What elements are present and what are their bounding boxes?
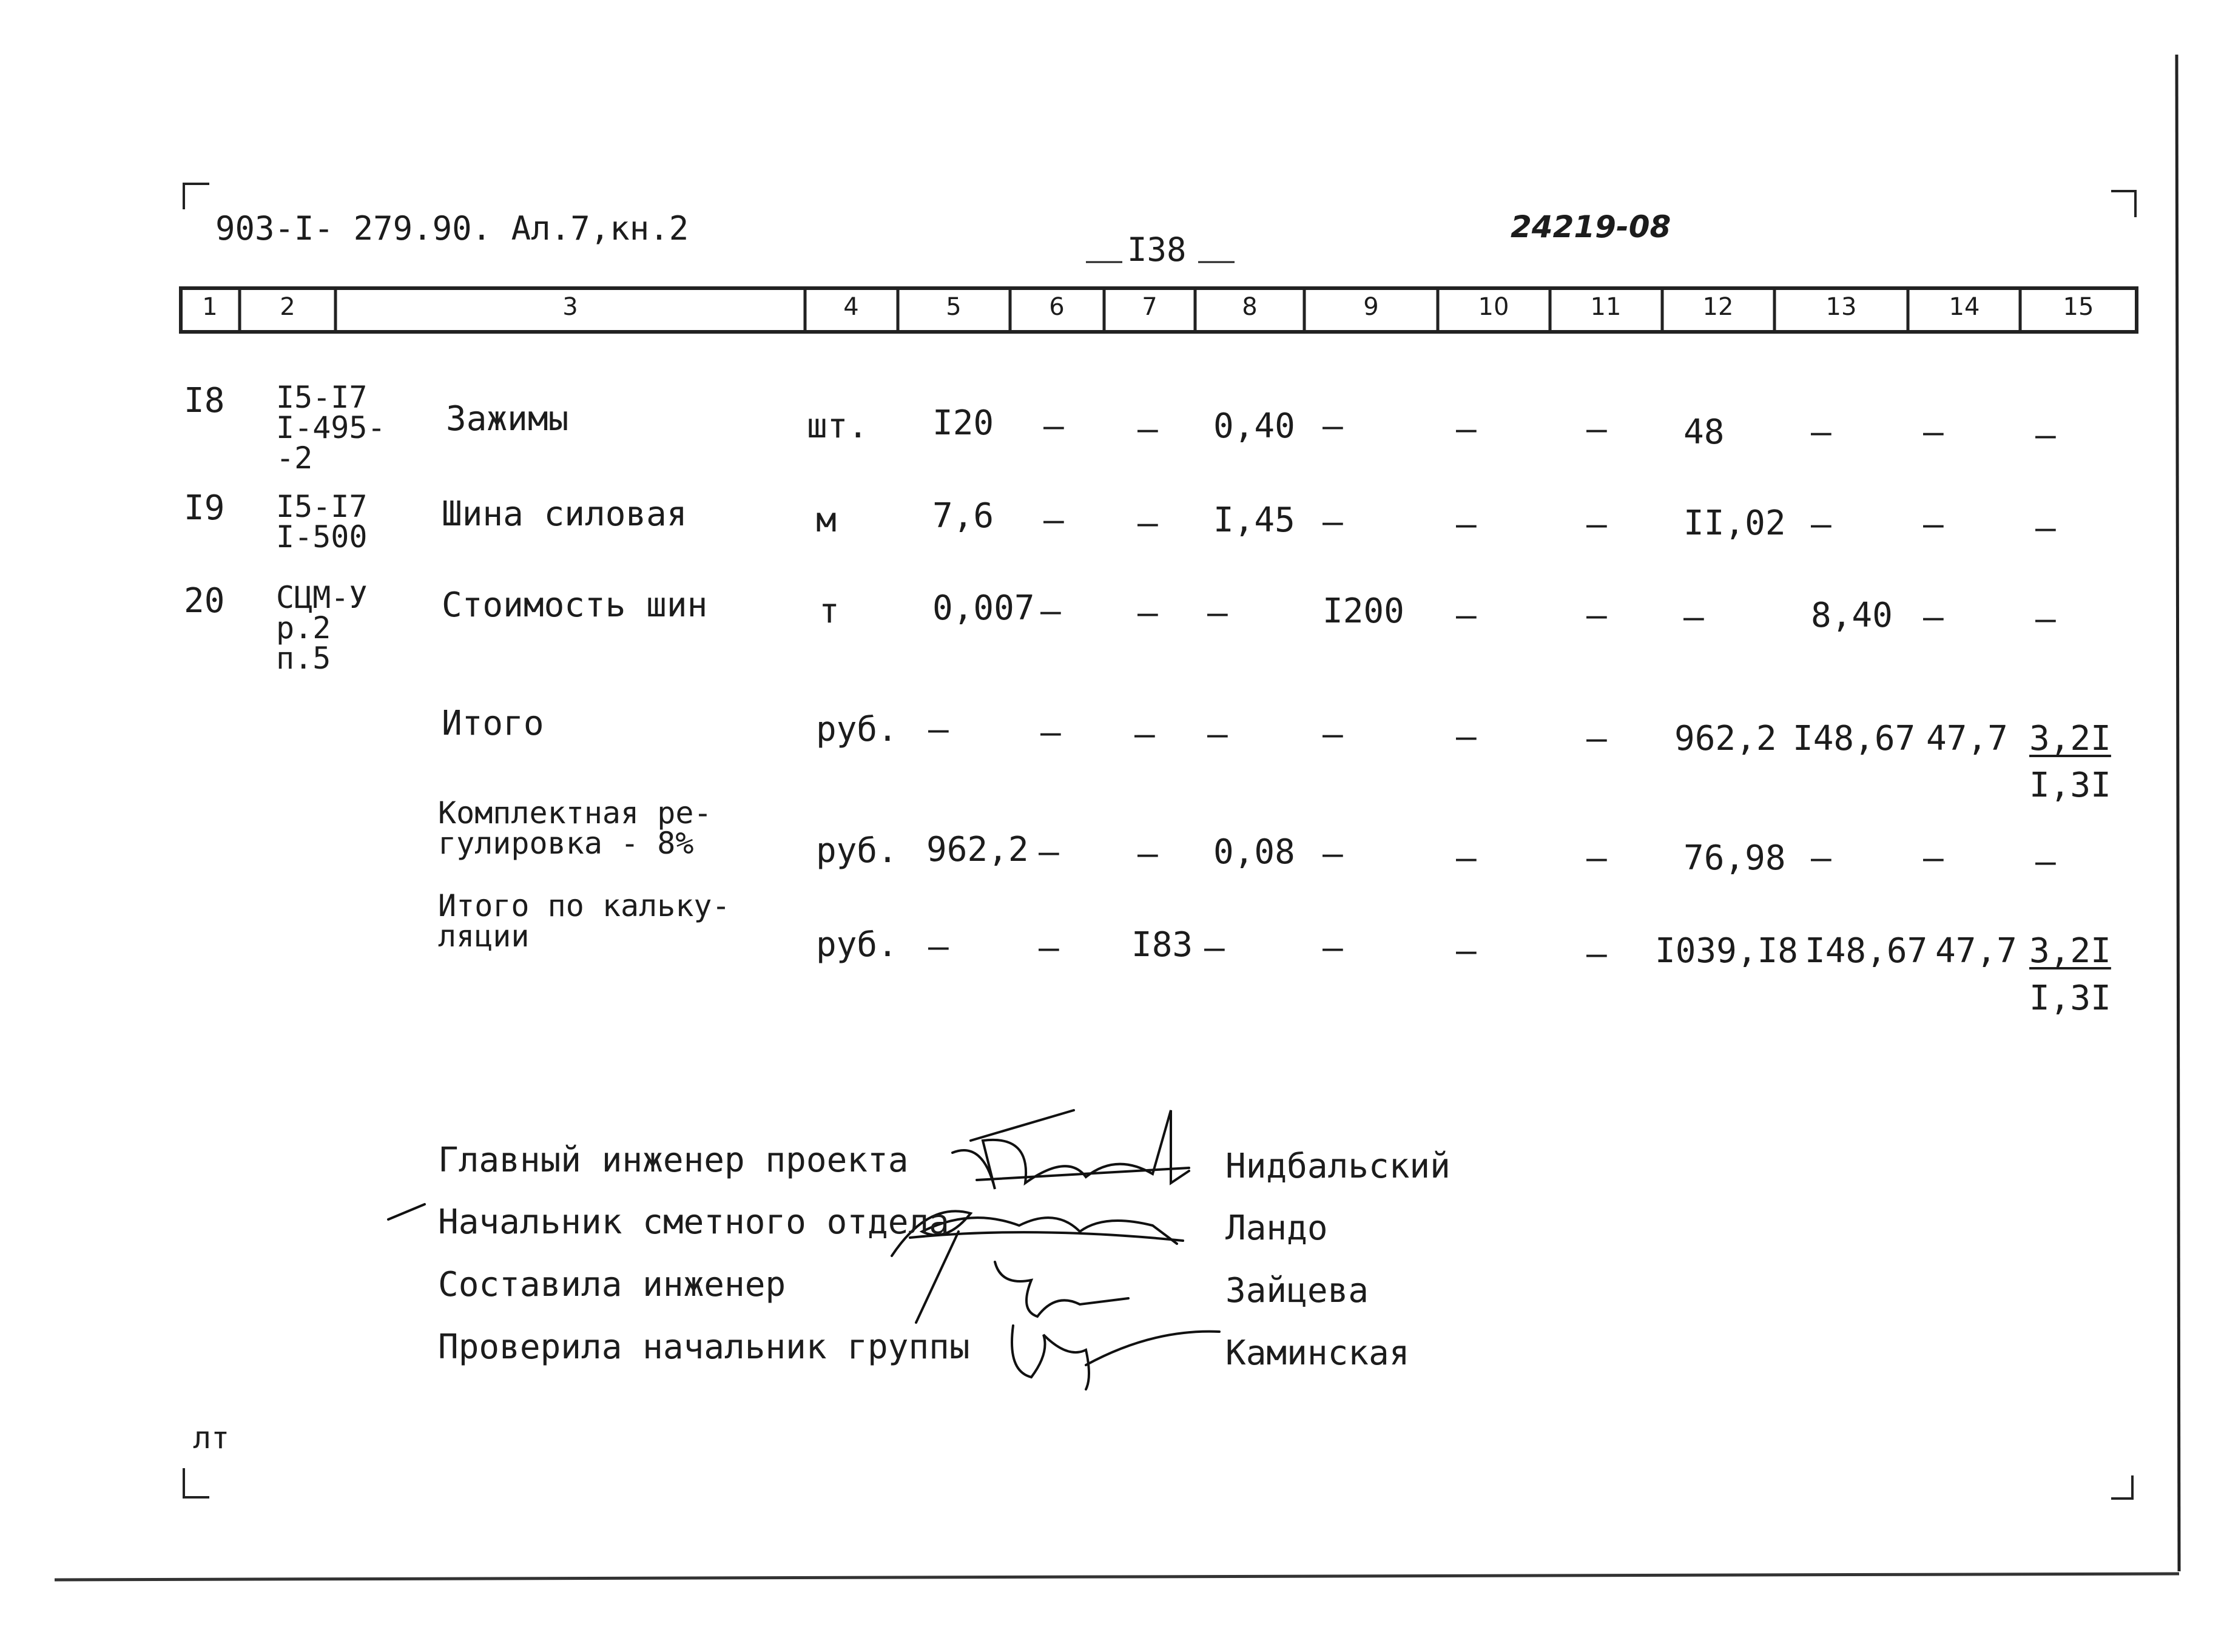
col12-value: 76,98: [1683, 838, 1786, 878]
col8-value: –: [1207, 593, 1228, 633]
col12-value: –: [1683, 598, 1704, 637]
col7-value: –: [1137, 410, 1158, 449]
column-number: 3: [562, 293, 578, 321]
col13-value: I48,67: [1805, 931, 1928, 971]
col5-value: I20: [932, 403, 994, 443]
col6-value: –: [1040, 713, 1061, 752]
col14-value: 47,7: [1926, 719, 2008, 758]
reference-line: I-500: [276, 519, 368, 555]
col12-value: I039,I8: [1655, 931, 1799, 971]
col5-value: 7,6: [932, 496, 994, 536]
column-number: 2: [280, 293, 295, 321]
item-name: Стоимость шин: [442, 585, 708, 625]
col13-value: –: [1811, 413, 1831, 452]
col9-value: –: [1323, 406, 1343, 446]
col13-value: I48,67: [1793, 719, 1916, 758]
col8-value: 0,08: [1213, 832, 1295, 872]
reference-line: р.2: [276, 610, 331, 646]
unit: руб.: [816, 831, 898, 871]
col11-value: –: [1586, 934, 1607, 974]
column-number: 8: [1242, 293, 1258, 321]
col7-value: I83: [1131, 925, 1193, 965]
signature-role: Проверила начальник группы: [438, 1327, 970, 1367]
item-name: Шина силовая: [442, 494, 687, 534]
col11-value: –: [1586, 410, 1607, 449]
col10-value: –: [1456, 505, 1477, 544]
col5-value: –: [928, 710, 949, 749]
col12-value: II,02: [1683, 504, 1786, 543]
col15-value: –: [2035, 508, 2056, 548]
col7-value: –: [1134, 715, 1155, 754]
signature-name: Ландо: [1225, 1209, 1328, 1248]
column-number: 5: [946, 293, 962, 321]
column-number: 11: [1590, 293, 1622, 321]
footer-mark: лт: [193, 1420, 230, 1455]
col6-value: –: [1043, 406, 1064, 446]
col5-value: –: [928, 927, 949, 966]
document-code: 903-I- 279.90. Ал.7,кн.2: [215, 209, 689, 248]
unit: руб.: [816, 710, 898, 749]
col8-value: –: [1207, 715, 1228, 754]
col10-value: –: [1456, 717, 1477, 757]
col12-value: 48: [1683, 413, 1725, 452]
col7-value: –: [1137, 593, 1158, 633]
col9-value: –: [1323, 928, 1343, 968]
col9-value: –: [1323, 834, 1343, 874]
column-number: 13: [1825, 293, 1857, 321]
signature-name: Нидбальский: [1225, 1147, 1451, 1186]
col11-value: –: [1586, 838, 1607, 878]
signature-name: Зайцева: [1225, 1271, 1369, 1310]
reference-line: I5-I7: [276, 489, 368, 524]
column-number: 12: [1702, 293, 1734, 321]
col6-value: –: [1039, 832, 1059, 872]
col9-value: –: [1323, 715, 1343, 754]
column-number: 10: [1478, 293, 1509, 321]
row-number: I8: [184, 381, 225, 420]
column-number: 14: [1949, 293, 1980, 321]
row-number: 20: [184, 581, 225, 621]
column-number: 6: [1049, 293, 1065, 321]
unit: м: [816, 501, 837, 540]
signature-name: Каминская: [1225, 1333, 1410, 1373]
col14-value: 47,7: [1935, 931, 2017, 971]
col15-value: 3,2I: [2029, 719, 2111, 758]
col15-second-value: I,3I: [2029, 766, 2111, 805]
col15-value: 3,2I: [2029, 931, 2111, 971]
col14-value: –: [1923, 838, 1944, 878]
signature-role: Составила инженер: [438, 1265, 786, 1304]
reference-line: СЦМ-У: [276, 580, 368, 615]
col6-value: –: [1039, 928, 1059, 968]
col8-value: –: [1204, 928, 1225, 968]
col14-value: –: [1923, 505, 1944, 544]
inventory-number: 24219-08: [1511, 209, 1671, 244]
col9-value: –: [1323, 502, 1343, 542]
col13-value: –: [1811, 838, 1831, 878]
col6-value: –: [1040, 592, 1061, 631]
reference-line: I-495-: [276, 410, 386, 445]
reference-line: I5-I7: [276, 380, 368, 415]
item-name-line: Комплектная ре-: [438, 795, 712, 831]
col11-value: –: [1586, 505, 1607, 544]
column-number: 9: [1363, 293, 1379, 321]
col10-value: –: [1456, 410, 1477, 449]
unit: т: [819, 592, 840, 631]
reference-line: п.5: [276, 641, 331, 676]
col8-value: I,45: [1213, 501, 1295, 540]
col5-value: 962,2: [926, 830, 1029, 869]
col14-value: –: [1923, 413, 1944, 452]
col13-value: 8,40: [1811, 596, 1893, 635]
col9-value: I200: [1323, 592, 1404, 631]
col12-value: 962,2: [1674, 719, 1777, 758]
item-name-line: Итого по кальку-: [438, 888, 730, 923]
col5-value: 0,007: [932, 588, 1035, 628]
col15-second-value: I,3I: [2029, 979, 2111, 1018]
col11-value: –: [1586, 596, 1607, 635]
unit: руб.: [816, 925, 898, 965]
unit: шт.: [807, 406, 869, 446]
column-number: 7: [1142, 293, 1157, 321]
item-name-line: ляции: [438, 919, 530, 954]
column-number: 1: [202, 293, 218, 321]
col15-value: –: [2035, 599, 2056, 639]
col10-value: –: [1456, 838, 1477, 878]
row-number: I9: [184, 488, 225, 528]
item-name: Зажимы: [446, 399, 569, 439]
column-number: 15: [2063, 293, 2094, 321]
col8-value: 0,40: [1213, 406, 1295, 446]
item-name-line: гулировка - 8%: [438, 826, 694, 861]
col11-value: –: [1586, 719, 1607, 758]
column-number: 4: [843, 293, 859, 321]
reference-line: -2: [276, 440, 313, 476]
page-number: I38: [1127, 231, 1187, 269]
col15-value: –: [2035, 416, 2056, 455]
item-name: Итого: [442, 704, 544, 743]
col10-value: –: [1456, 596, 1477, 635]
col13-value: –: [1811, 505, 1831, 544]
signature-role: Главный инженер проекта: [438, 1141, 909, 1180]
col10-value: –: [1456, 931, 1477, 971]
col14-value: –: [1923, 598, 1944, 637]
signature-role: Начальник сметного отдела: [438, 1202, 949, 1242]
col6-value: –: [1043, 501, 1064, 540]
col15-value: –: [2035, 842, 2056, 882]
col7-value: –: [1137, 834, 1158, 874]
col7-value: –: [1137, 504, 1158, 543]
